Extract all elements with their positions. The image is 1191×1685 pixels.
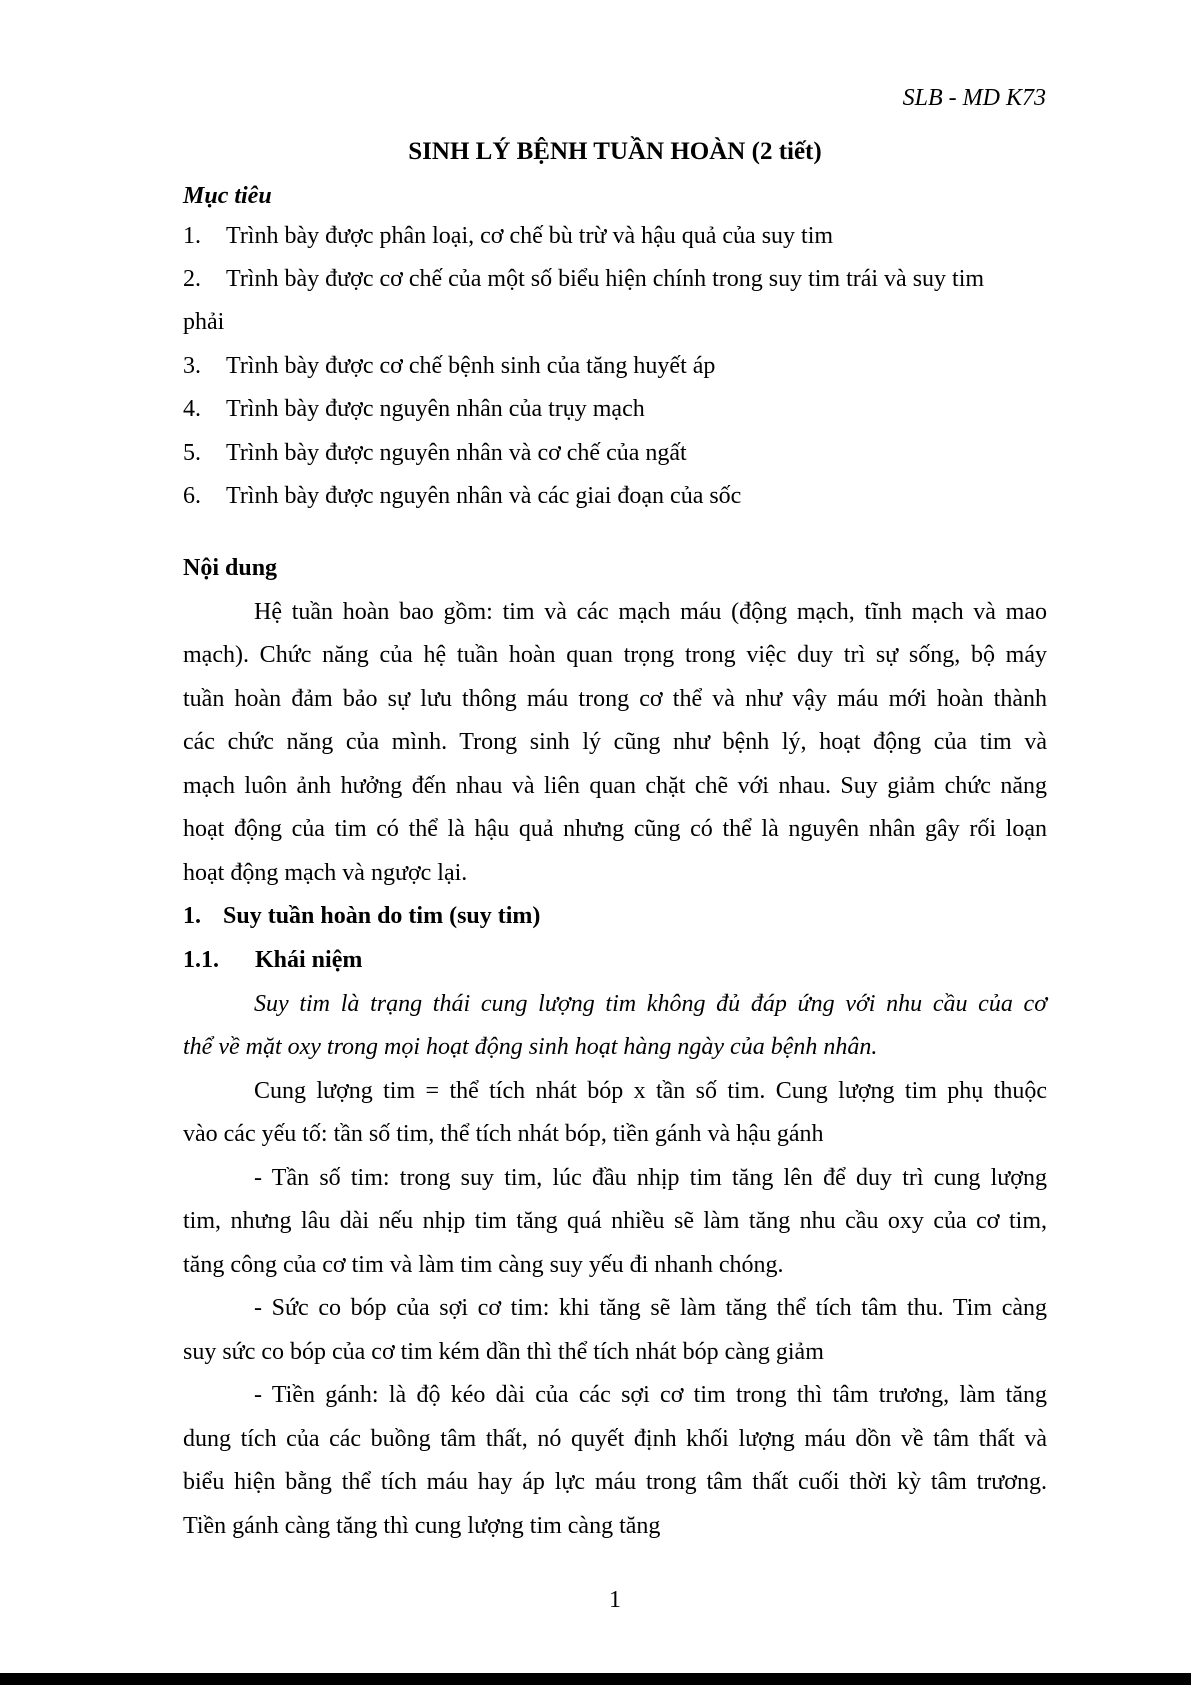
objective-number: 6.: [183, 483, 201, 509]
paragraph-line: các chức năng của mình. Trong sinh lý cũng như bệnh lý, hoạt động của tim và: [183, 729, 1047, 755]
bullet-line: - Tiền gánh: là độ kéo dài của các sợi cơ tim trong thì tâm trương, làm tăng: [254, 1382, 1047, 1408]
objective-text: Trình bày được nguyên nhân và cơ chế của ngất: [226, 440, 687, 466]
objective-item: [183, 439, 687, 467]
paragraph-line: Cung lượng tim = thể tích nhát bóp x tần số tim. Cung lượng tim phụ thuộc: [254, 1078, 1047, 1104]
paragraph-line: tuần hoàn đảm bảo sự lưu thông máu trong cơ thể và như vậy máu mới hoàn thành: [183, 686, 1047, 712]
paragraph-line: Hệ tuần hoàn bao gồm: tim và các mạch máu (động mạch, tĩnh mạch và mao: [254, 599, 1047, 625]
objective-continuation: phải: [183, 309, 225, 335]
objective-text: Trình bày được nguyên nhân và các giai đoạn của sốc: [226, 483, 742, 509]
objective-item: [183, 352, 715, 380]
objective-item: [183, 265, 984, 293]
objective-item: [183, 482, 741, 510]
course-code: SLB - MD K73: [902, 85, 1046, 111]
section-heading-1-1: [183, 946, 362, 974]
bullet-line: Tiền gánh càng tăng thì cung lượng tim càng tăng: [183, 1513, 661, 1539]
objective-text: Trình bày được cơ chế bệnh sinh của tăng huyết áp: [226, 353, 716, 379]
objective-number: 4.: [183, 396, 201, 422]
paragraph-line: mạch). Chức năng của hệ tuần hoàn quan trọng trong việc duy trì sự sống, bộ máy: [183, 642, 1047, 668]
objective-number: 2.: [183, 266, 201, 292]
section-number: 1.: [183, 903, 201, 929]
bullet-line: - Tần số tim: trong suy tim, lúc đầu nhịp tim tăng lên để duy trì cung lượng: [254, 1165, 1047, 1191]
bullet-line: dung tích của các buồng tâm thất, nó quyết định khối lượng máu dồn về tâm thất và: [183, 1426, 1047, 1452]
definition-line: thể về mặt oxy trong mọi hoạt động sinh hoạt hàng ngày của bệnh nhân.: [183, 1034, 878, 1060]
bullet-line: suy sức co bóp của cơ tim kém dần thì thể tích nhát bóp càng giảm: [183, 1339, 824, 1365]
bullet-line: biểu hiện bằng thể tích máu hay áp lực máu trong tâm thất cuối thời kỳ tâm trương.: [183, 1469, 1047, 1495]
objective-number: 1.: [183, 223, 201, 249]
objective-text: Trình bày được cơ chế của một số biểu hiện chính trong suy tim trái và suy tim: [226, 266, 985, 292]
objective-number: 3.: [183, 353, 201, 379]
objectives-heading: Mục tiêu: [183, 183, 272, 209]
subsection-number: 1.1.: [183, 947, 219, 973]
objective-item: [183, 222, 833, 250]
objective-text: Trình bày được nguyên nhân của trụy mạch: [226, 396, 645, 422]
subsection-title: Khái niệm: [255, 947, 363, 973]
objective-number: 5.: [183, 440, 201, 466]
page-title: SINH LÝ BỆNH TUẦN HOÀN (2 tiết): [408, 138, 822, 165]
section-title: Suy tuần hoàn do tim (suy tim): [223, 903, 541, 929]
section-heading-1: [183, 902, 540, 930]
page-number: 1: [609, 1587, 621, 1613]
bullet-line: tim, nhưng lâu dài nếu nhịp tim tăng quá nhiều sẽ làm tăng nhu cầu oxy của cơ tim,: [183, 1208, 1047, 1234]
objective-item: [183, 395, 645, 423]
paragraph-line: hoạt động mạch và ngược lại.: [183, 860, 468, 886]
definition-line: Suy tim là trạng thái cung lượng tim không đủ đáp ứng với nhu cầu của cơ: [254, 991, 1047, 1017]
bottom-edge-bar: [0, 1673, 1191, 1685]
paragraph-line: hoạt động của tim có thể là hậu quả nhưng cũng có thể là nguyên nhân gây rối loạn: [183, 816, 1047, 842]
content-heading: Nội dung: [183, 555, 278, 581]
paragraph-line: vào các yếu tố: tần số tim, thể tích nhát bóp, tiền gánh và hậu gánh: [183, 1121, 824, 1147]
bullet-line: tăng công của cơ tim và làm tim càng suy yếu đi nhanh chóng.: [183, 1252, 784, 1278]
objective-text: Trình bày được phân loại, cơ chế bù trừ và hậu quả của suy tim: [226, 223, 834, 249]
bullet-line: - Sức co bóp của sợi cơ tim: khi tăng sẽ làm tăng thể tích tâm thu. Tim càng: [254, 1295, 1047, 1321]
paragraph-line: mạch luôn ảnh hưởng đến nhau và liên quan chặt chẽ với nhau. Suy giảm chức năng: [183, 773, 1047, 799]
